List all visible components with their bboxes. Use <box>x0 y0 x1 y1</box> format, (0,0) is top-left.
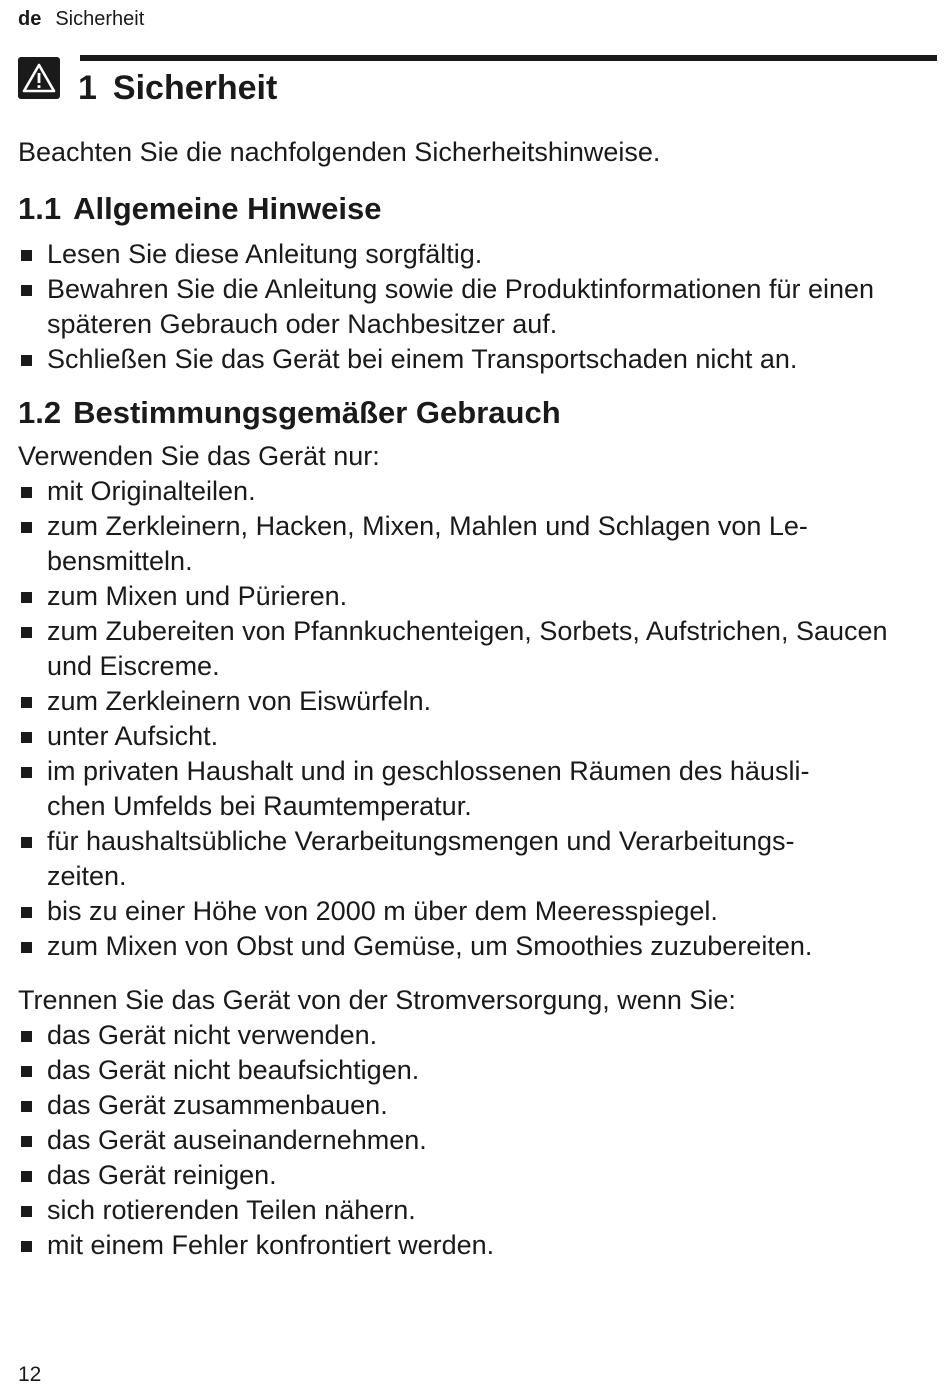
page-content <box>18 132 938 1263</box>
list-item: für haushaltsübliche Verarbeitungsmengen und Verarbeitungs- zeiten. <box>18 824 938 894</box>
section-general-notes <box>18 189 938 377</box>
section-number: 1.1 <box>18 191 62 226</box>
list-lead: Verwenden Sie das Gerät nur: <box>18 441 380 471</box>
list-item: das Gerät auseinandernehmen. <box>18 1123 938 1158</box>
chapter-title: Sicherheit <box>112 69 278 107</box>
chapter-number: 1 <box>78 69 97 107</box>
list-item: mit Originalteilen. <box>18 474 938 509</box>
list-item: sich rotierenden Teilen nähern. <box>18 1193 938 1228</box>
page-number: 12 <box>18 1363 42 1386</box>
section-intended-use <box>18 393 938 1263</box>
section-heading <box>18 393 938 433</box>
disconnect-instructions <box>18 983 938 1263</box>
running-header <box>18 6 144 32</box>
list-item: das Gerät nicht verwenden. <box>18 1018 938 1053</box>
list-item: Lesen Sie diese Anleitung sorgfältig. <box>18 237 938 272</box>
header-section-title: Sicherheit <box>55 8 145 30</box>
section-title: Allgemeine Hinweise <box>73 191 382 226</box>
list-item: unter Aufsicht. <box>18 719 938 754</box>
bullet-list <box>18 474 938 964</box>
list-item: bis zu einer Höhe von 2000 m über dem Meeresspiegel. <box>18 894 938 929</box>
section-heading <box>18 189 938 229</box>
list-item: zum Zerkleinern von Eiswürfeln. <box>18 684 938 719</box>
warning-triangle-icon <box>18 57 60 99</box>
list-item: das Gerät reinigen. <box>18 1158 938 1193</box>
bullet-list <box>18 237 938 377</box>
list-item: das Gerät zusammenbauen. <box>18 1088 938 1123</box>
list-item: das Gerät nicht beaufsichtigen. <box>18 1053 938 1088</box>
list-item: zum Zubereiten von Pfannkuchenteigen, Sorbets, Aufstrichen, Saucen und Eiscreme. <box>18 614 938 684</box>
list-item: zum Zerkleinern, Hacken, Mixen, Mahlen und Schlagen von Le- bensmitteln. <box>18 509 938 579</box>
list-item: zum Mixen und Pürieren. <box>18 579 938 614</box>
list-item: im privaten Haushalt und in geschlossenen Räumen des häusli- chen Umfelds bei Raumtemperatur. <box>18 754 938 824</box>
chapter-rule <box>80 55 937 61</box>
chapter-heading <box>78 66 277 110</box>
section-title: Bestimmungsgemäßer Gebrauch <box>73 395 561 430</box>
list-item: Schließen Sie das Gerät bei einem Transportschaden nicht an. <box>18 342 938 377</box>
bullet-list <box>18 1018 938 1263</box>
section-number: 1.2 <box>18 395 62 430</box>
list-lead: Trennen Sie das Gerät von der Stromversorgung, wenn Sie: <box>18 985 736 1015</box>
list-item: zum Mixen von Obst und Gemüse, um Smoothies zuzubereiten. <box>18 929 938 964</box>
intro-text: Beachten Sie die nachfolgenden Sicherheitshinweise. <box>18 137 661 167</box>
list-item: mit einem Fehler konfrontiert werden. <box>18 1228 938 1263</box>
list-item: Bewahren Sie die Anleitung sowie die Produktinformationen für einen späteren Gebrauch oder Nachbesitzer auf. <box>18 272 938 342</box>
language-code: de <box>18 8 42 30</box>
